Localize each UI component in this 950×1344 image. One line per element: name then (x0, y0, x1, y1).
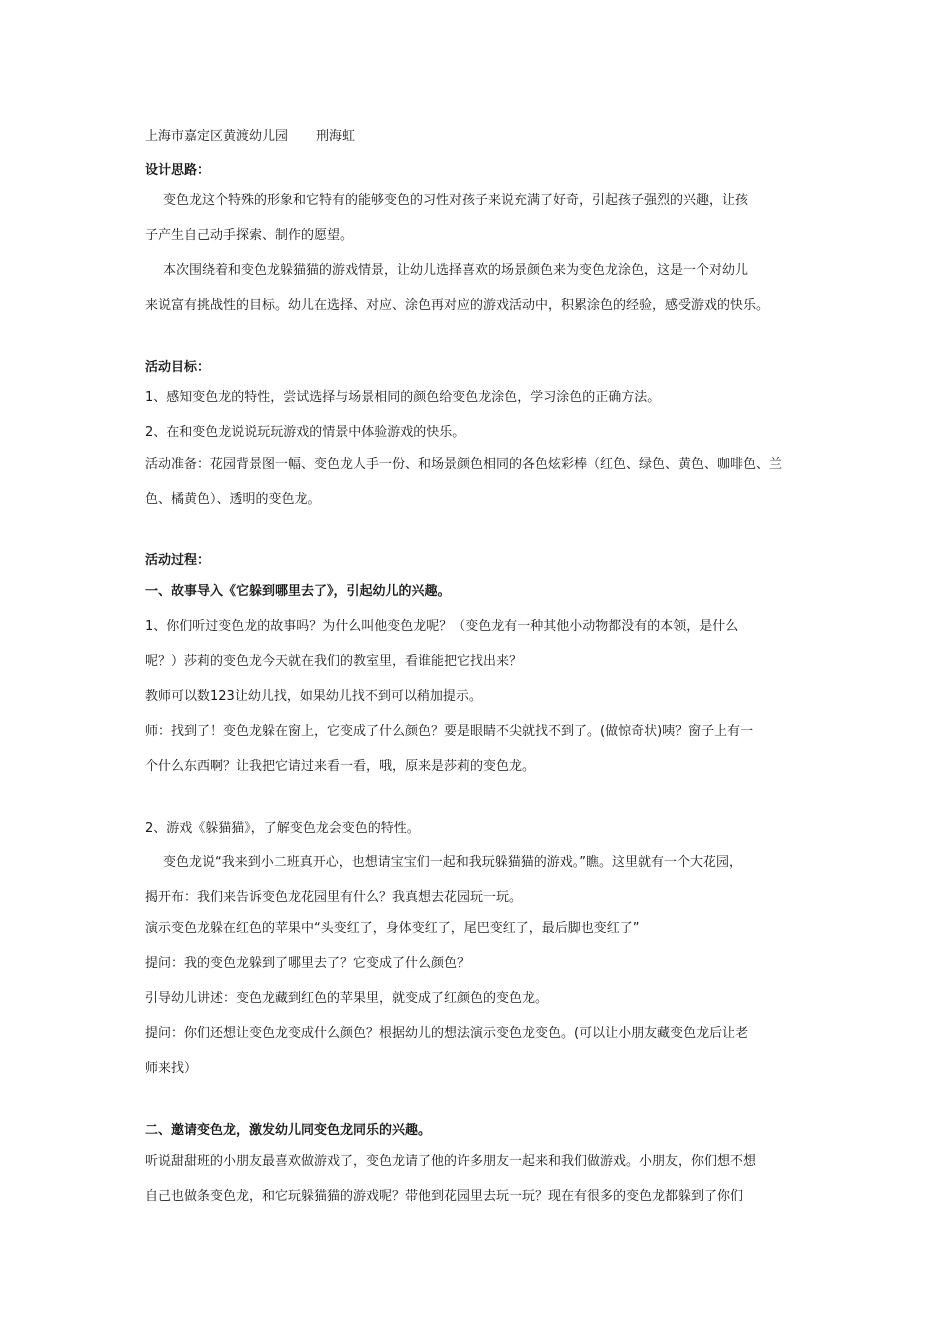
design-paragraph-2-line-2: 来说富有挑战性的目标。幼儿在选择、对应、涂色再对应的游戏活动中，积累涂色的经验，感受游戏的快乐。 (145, 298, 770, 313)
step-1-line-1: 1、你们听过变色龙的故事吗？为什么叫他变色龙呢？（变色龙有一种其他小动物都没有的本领，是什么 (145, 619, 739, 634)
step-2-question-2-line-1: 提问：你们还想让变色龙变成什么颜色？根据幼儿的想法演示变色龙变色。(可以让小朋友藏变色龙后让老 (145, 1026, 749, 1041)
process-heading: 活动过程： (145, 553, 211, 568)
part-2-paragraph-line-1: 听说甜甜班的小朋友最喜欢做游戏了，变色龙请了他的许多朋友一起来和我们做游戏。小朋友，你们想不想 (145, 1154, 757, 1169)
design-paragraph-2-line-1: 本次围绕着和变色龙躲猫猫的游戏情景，让幼儿选择喜欢的场景颜色来为变色龙涂色，这是一个对幼儿 (163, 263, 749, 278)
goal-2: 2、在和变色龙说说玩玩游戏的情景中体验游戏的快乐。 (145, 425, 466, 440)
part-2-title: 二、邀请变色龙，激发幼儿同变色龙同乐的兴趣。 (145, 1123, 432, 1138)
step-1-line-2: 呢？）莎莉的变色龙今天就在我们的教室里，看谁能把它找出来？ (145, 654, 523, 669)
step-2-paragraph-line-2: 揭开布：我们来告诉变色龙花园里有什么？我真想去花园玩一玩。 (145, 890, 523, 905)
design-paragraph-1-line-2: 子产生自己动手探索、制作的愿望。 (145, 228, 354, 243)
part-1-title: 一、故事导入《它躲到哪里去了》，引起幼儿的兴趣。 (145, 584, 451, 599)
school-name: 上海市嘉定区黄渡幼儿园 (145, 129, 289, 144)
header-line (145, 128, 815, 146)
step-2-title: 2、游戏《躲猫猫》，了解变色龙会变色的特性。 (145, 821, 420, 836)
step-2-guide: 引导幼儿讲述：变色龙藏到红色的苹果里，就变成了红颜色的变色龙。 (145, 991, 549, 1006)
step-2-question-1: 提问：我的变色龙躲到了哪里去了？它变成了什么颜色？ (145, 956, 471, 971)
step-1-teacher-line-2: 个什么东西啊？让我把它请过来看一看，哦，原来是莎莉的变色龙。 (145, 759, 536, 774)
part-2-paragraph-line-2: 自己也做条变色龙，和它玩躲猫猫的游戏呢？带他到花园里去玩一玩？现在有很多的变色龙都躲到了你们 (145, 1189, 744, 1204)
design-paragraph-1-line-1: 变色龙这个特殊的形象和它特有的能够变色的习性对孩子来说充满了好奇，引起孩子强烈的兴趣，让孩 (163, 193, 749, 208)
goal-1: 1、感知变色龙的特性，尝试选择与场景相同的颜色给变色龙涂色，学习涂色的正确方法。 (145, 390, 661, 405)
step-2-demo: 演示变色龙躲在红色的苹果中“头变红了，身体变红了，尾巴变红了，最后脚也变红了” (145, 921, 640, 936)
design-heading: 设计思路： (145, 163, 211, 178)
preparation-line-2: 色、橘黄色）、透明的变色龙。 (145, 492, 321, 507)
step-1-note: 教师可以数123让幼儿找，如果幼儿找不到可以稍加提示。 (145, 689, 482, 704)
step-2-question-2-line-2: 师来找） (145, 1061, 198, 1076)
author-name: 刑海虹 (316, 129, 356, 144)
step-1-teacher-line-1: 师：找到了！变色龙躲在窗上，它变成了什么颜色？要是眼睛不尖就找不到了。(做惊奇状)咦？窗子上有一 (145, 724, 754, 739)
step-2-paragraph-line-1: 变色龙说“我来到小二班真开心，也想请宝宝们一起和我玩躲猫猫的游戏。”瞧。这里就有一个大花园， (163, 855, 742, 870)
preparation-line-1: 活动准备：花园背景图一幅、变色龙人手一份、和场景颜色相同的各色炫彩棒（红色、绿色、黄色、咖啡色、兰 (145, 457, 783, 472)
goals-heading: 活动目标： (145, 360, 211, 375)
